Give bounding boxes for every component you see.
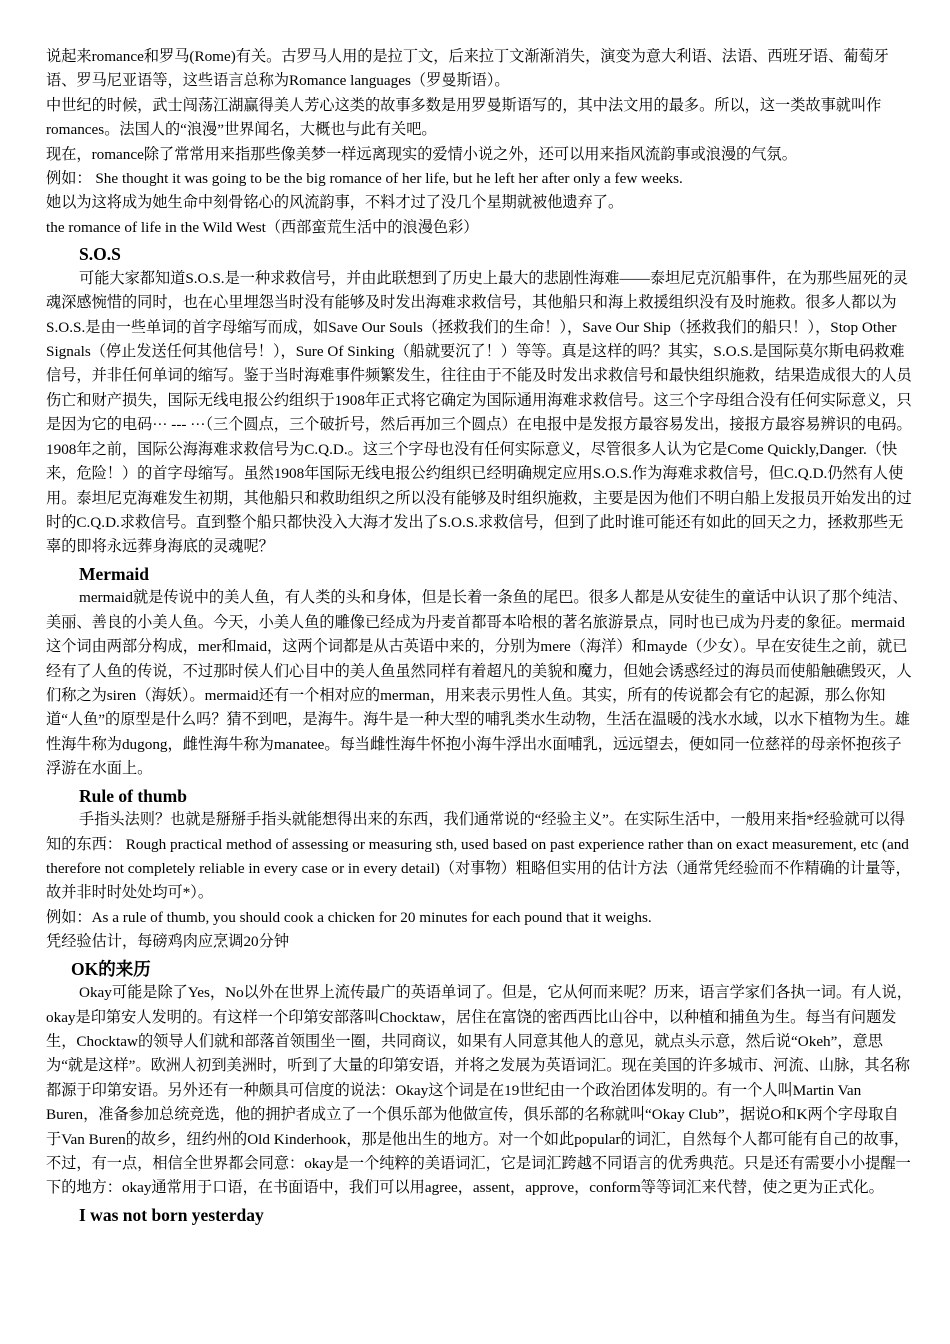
romance-medieval-paragraph: 中世纪的时候，武士闯荡江湖赢得美人芳心这类的故事多数是用罗曼斯语写的，其中法文用的最多。所以，这一类故事就叫作romances。法国人的“浪漫”世界闻名，大概也与此有关吧。	[46, 96, 882, 139]
sos-morse-paragraph: 可能大家都知道S.O.S.是一种求救信号，并由此联想到了历史上最大的悲剧性海难——泰坦尼克沉船事件，在为那些屈死的灵魂深感惋惜的同时，也在心里埋怨当时没有能够及时发出海难求救信号，其他船只和海上救援组织没有及时施救。很多人都以为S.O.S.是由一些单词的首字母缩写而成，如Save Our Souls（拯救我们的生命！），Save Our Ship（拯救我们的船只！），Stop Other Signals（停止发送任何其他信号！），Sure Of Sinking（船就要沉了！）等等。真是这样的吗？其实，S.O.S.是国际莫尔斯电码救难信号，并非任何单词的缩写。鉴于当时海难事件频繁发生，往往由于不能及时发出求救信号和最快组织施救，结果造成很大的人员伤亡和财产损失，国际无线电报公约组织于1908年正式将它确定为国际通用海难求救信号。这三个字母组合没有任何实际意义，只是因为它的电码··· --- ···（三个圆点，三个破折号，然后再加三个圆点）在电报中是发报方最容易发出，接报方最容易辨识的电码。	[46, 269, 912, 434]
romance-origin-paragraph: 说起来romance和罗马(Rome)有关。古罗马人用的是拉丁文，后来拉丁文渐渐消失，演变为意大利语、法语、西班牙语、葡萄牙语、罗马尼亚语等，这些语言总称为Romance languages（罗曼斯语）。	[46, 48, 889, 90]
romance-section	[46, 45, 912, 240]
rule-of-thumb-definition: 手指头法则？也就是掰掰手指头就能想得出来的东西，我们通常说的“经验主义”。在实际生活中，一般用来指*经验就可以得知的东西： Rough practical method of assessing or measuring sth, used based on past experience rather than on exact measurement, etc (and therefore not completely reliable in every case or in every detail)（对事物）粗略但实用的估计方法（通常凭经验而不作精确的计量等，故并非时时处处均可*）。	[46, 811, 911, 902]
rule-of-thumb-translation: 凭经验估计，每磅鸡肉应烹调20分钟	[46, 933, 289, 951]
not-born-yesterday-heading: I was not born yesterday	[79, 1204, 264, 1225]
rule-of-thumb-heading: Rule of thumb	[79, 785, 187, 806]
rule-of-thumb-example: 例如：As a rule of thumb, you should cook a chicken for 20 minutes for each pound that it weighs.	[46, 908, 652, 926]
ok-history-paragraph: Okay可能是除了Yes，No以外在世界上流传最广的英语单词了。但是，它从何而来呢？历来，语言学家们各执一词。有人说，okay是印第安人发明的。有这样一个印第安部落叫Chocktaw，居住在富饶的密西西比山谷中，以种植和捕鱼为生。每当有问题发生，Chocktaw的领导人们就和部落首领围坐一圈，共同商议，如果有人同意其他人的意见，就点头示意，然后说“Okeh”，意思为“就是这样”。欧洲人初到美洲时，听到了大量的印第安语，并将之发展为英语词汇。现在美国的许多城市、河流、山脉，其名称都源于印第安语。另外还有一种颇具可信度的说法：Okay这个词是在19世纪由一个政治团体发明的。有一个人叫Martin Van Buren，准备参加总统竞选，他的拥护者成立了一个俱乐部为他做宣传，俱乐部的名称就叫“Okay Club”，据说O和K两个字母取自于Van Buren的故乡，纽约州的Old Kinderhook，那是他出生的地方。对一个如此popular的词汇，自然每个人都可能有自己的故事，不过，有一点，相信全世界都会同意：okay是一个纯粹的美语词汇，它是词汇跨越不同语言的优秀典范。只是还有需要小小提醒一下的地方：okay通常用于口语，在书面语中，我们可以用agree，assent，approve，conform等等词汇来代替，使之更为正式化。	[46, 984, 912, 1197]
not-born-yesterday-section	[46, 1203, 912, 1228]
sos-section	[46, 242, 912, 559]
ok-heading: OK的来历	[71, 958, 151, 979]
romance-example-sentence: 例如： She thought it was going to be the big romance of her life, but he left her after only a few weeks.	[46, 170, 683, 188]
mermaid-heading: Mermaid	[79, 563, 149, 584]
romance-example-translation: 她以为这将成为她生命中刻骨铭心的风流韵事，不料才过了没几个星期就被他遗弃了。	[46, 194, 624, 212]
mermaid-section	[46, 562, 912, 782]
sos-heading: S.O.S	[79, 244, 121, 265]
romance-modern-paragraph: 现在，romance除了常常用来指那些像美梦一样远离现实的爱情小说之外，还可以用来指风流韵事或浪漫的气氛。	[46, 145, 797, 163]
mermaid-paragraph: mermaid就是传说中的美人鱼，有人类的头和身体，但是长着一条鱼的尾巴。很多人都是从安徒生的童话中认识了那个纯洁、美丽、善良的小美人鱼。今天，小美人鱼的雕像已经成为丹麦首都哥本哈根的著名旅游景点，同时也已成为丹麦的象征。mermaid这个词由两部分构成，mer和maid，这两个词都是从古英语中来的，分别为mere（海洋）和mayde（少女）。早在安徒生之前，就已经有了人鱼的传说，不过那时侯人们心目中的美人鱼虽然同样有着超凡的美貌和魔力，但她会诱惑经过的海员而使船触礁毁灭，人们称之为siren（海妖）。mermaid还有一个相对应的merman，用来表示男性人鱼。其实，所有的传说都会有它的起源，那么你知道“人鱼”的原型是什么吗？猜不到吧，是海牛。海牛是一种大型的哺乳类水生动物，生活在温暖的浅水水域，以水下植物为生。雄性海牛称为dugong，雌性海牛称为manatee。每当雌性海牛怀抱小海牛浮出水面哺乳，远远望去，便如同一位慈祥的母亲怀抱孩子浮游在水面上。	[46, 589, 912, 778]
romance-phrase-example: the romance of life in the Wild West（西部蛮荒生活中的浪漫色彩）	[46, 218, 479, 236]
sos-cqd-paragraph: 1908年之前，国际公海海难求救信号为C.Q.D.。这三个字母也没有任何实际意义，尽管很多人认为它是Come Quickly,Danger.（快来，危险！）的首字母缩写。虽然1908年国际无线电报公约组织已经明确规定应用S.O.S.作为海难求救信号，但C.Q.D.仍然有人使用。泰坦尼克海难发生初期，其他船只和救助组织之所以没有能够及时组织施救，主要是因为他们不明白船上发报员开始发出的过时的C.Q.D.求救信号。直到整个船只都快没入大海才发出了S.O.S.求救信号，但到了此时谁可能还有如此的回天之力，拯救那些无辜的即将永远葬身海底的灵魂呢？	[46, 440, 912, 556]
rule-of-thumb-section	[46, 784, 912, 955]
ok-section	[46, 957, 912, 1201]
